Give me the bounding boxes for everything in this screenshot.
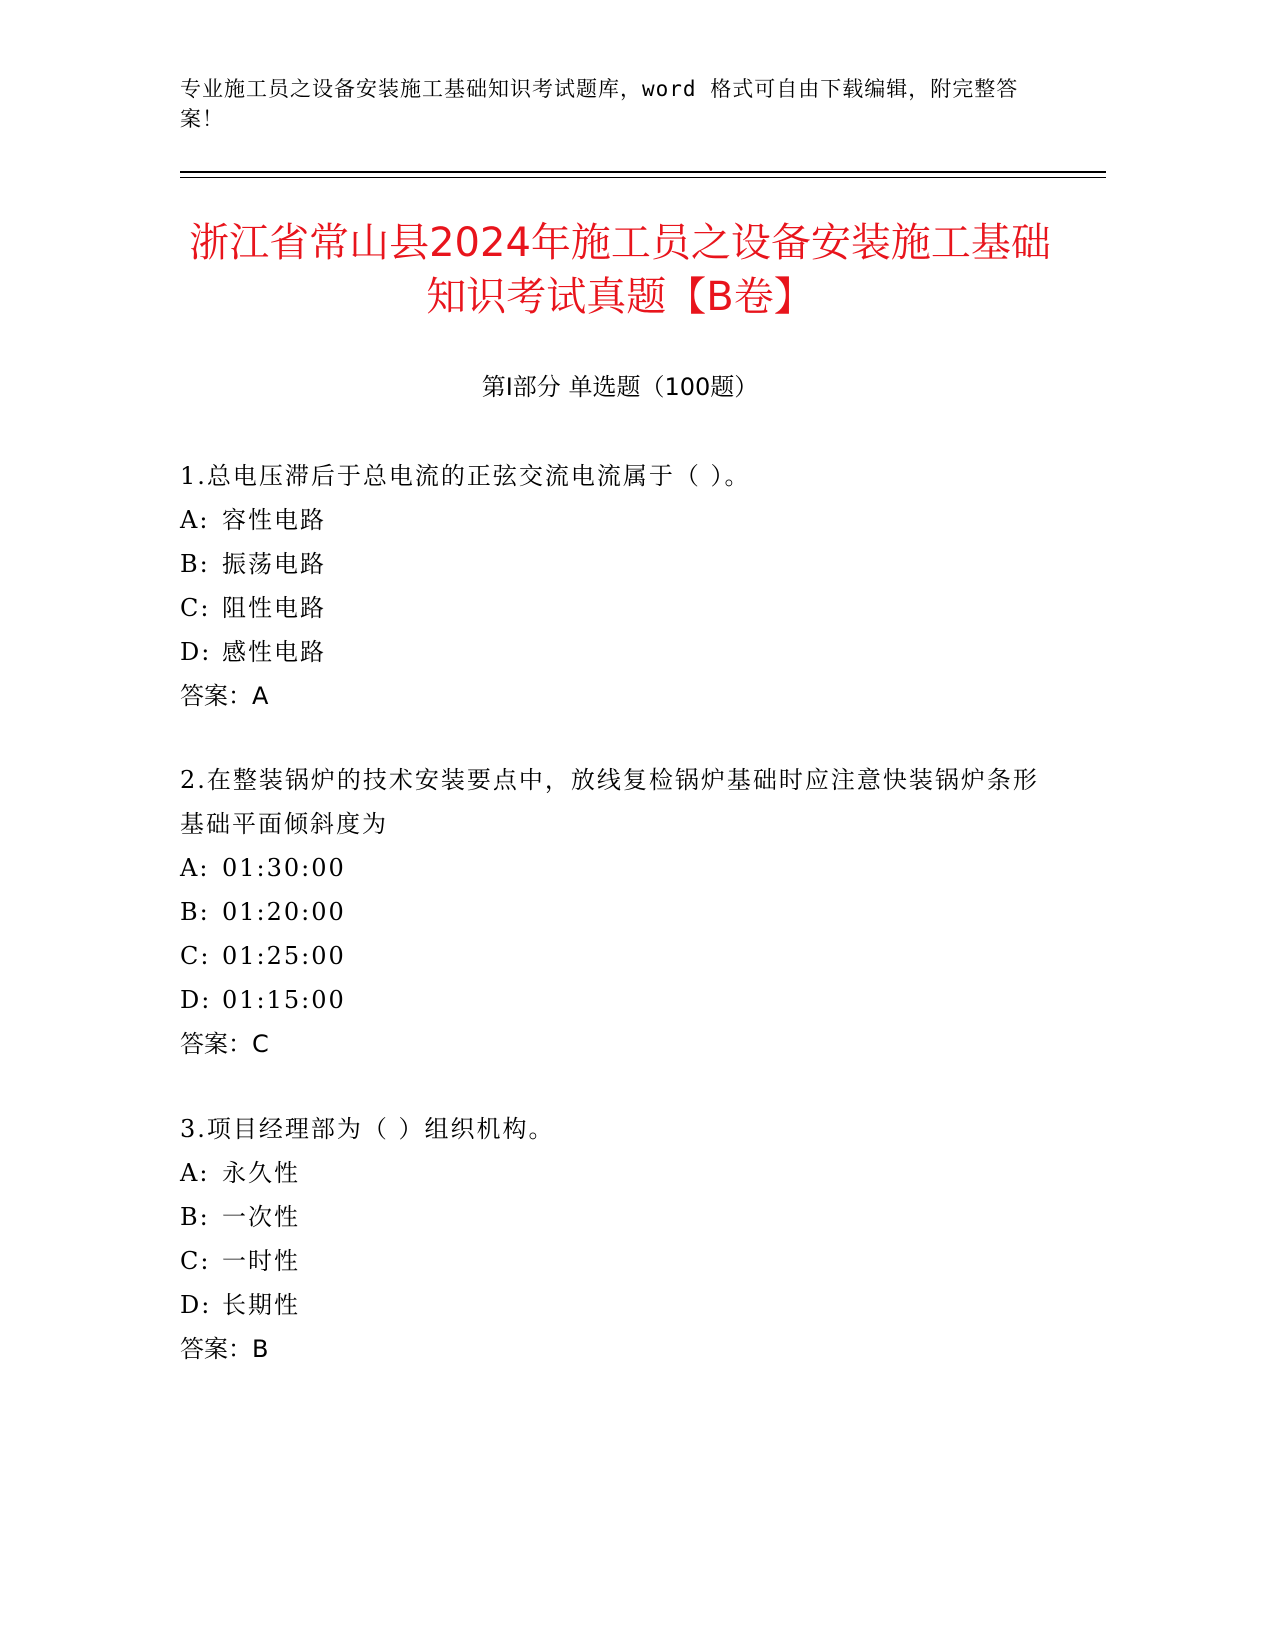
- option-d: [180, 978, 1060, 1022]
- option-key: B:: [180, 550, 210, 578]
- option-text: 一时性: [222, 1247, 300, 1275]
- header-note: 专业施工员之设备安装施工基础知识考试题库，word 格式可自由下载编辑，附完整答案！: [180, 77, 1019, 131]
- option-text: 感性电路: [222, 638, 326, 666]
- option-d: [180, 1283, 1060, 1327]
- answer: 答案：B: [180, 1335, 269, 1363]
- option-text: 01:20:00: [222, 898, 346, 926]
- option-text: 永久性: [222, 1159, 300, 1187]
- question-1: [180, 454, 1060, 718]
- option-key: D:: [180, 638, 212, 666]
- document-title: 浙江省常山县2024年施工员之设备安装施工基础知识考试真题【B卷】: [189, 220, 1051, 320]
- option-key: B:: [180, 1203, 210, 1231]
- option-b: [180, 1195, 1060, 1239]
- question-stem: 3.项目经理部为（ ）组织机构。: [180, 1115, 555, 1143]
- option-text: 长期性: [222, 1291, 300, 1319]
- option-text: 一次性: [222, 1203, 300, 1231]
- option-a: [180, 1151, 1060, 1195]
- option-text: 振荡电路: [222, 550, 326, 578]
- option-b: [180, 890, 1060, 934]
- option-text: 01:30:00: [222, 854, 346, 882]
- option-key: A:: [180, 1159, 210, 1187]
- option-key: A:: [180, 506, 210, 534]
- question-3: [180, 1107, 1060, 1371]
- option-text: 01:25:00: [222, 942, 346, 970]
- option-c: [180, 586, 1060, 630]
- option-text: 容性电路: [222, 506, 326, 534]
- option-key: A:: [180, 854, 210, 882]
- option-c: [180, 1239, 1060, 1283]
- option-key: B:: [180, 898, 210, 926]
- option-b: [180, 542, 1060, 586]
- option-key: D:: [180, 986, 212, 1014]
- header-divider: [180, 171, 1106, 173]
- question-stem: 1.总电压滞后于总电流的正弦交流电流属于（ ）。: [180, 462, 751, 490]
- option-a: [180, 846, 1060, 890]
- answer: 答案：C: [180, 1030, 269, 1058]
- option-key: C:: [180, 594, 211, 622]
- option-c: [180, 934, 1060, 978]
- option-d: [180, 630, 1060, 674]
- option-a: [180, 498, 1060, 542]
- question-2: [180, 758, 1060, 1066]
- section-heading: 第Ⅰ部分 单选题（100题）: [481, 373, 759, 401]
- option-key: C:: [180, 942, 211, 970]
- answer: 答案：A: [180, 682, 269, 710]
- header-divider-thin: [180, 177, 1106, 178]
- option-key: C:: [180, 1247, 211, 1275]
- option-text: 01:15:00: [222, 986, 346, 1014]
- question-stem: 2.在整装锅炉的技术安装要点中，放线复检锅炉基础时应注意快装锅炉条形基础平面倾斜度为: [180, 766, 1039, 838]
- option-text: 阻性电路: [222, 594, 326, 622]
- option-key: D:: [180, 1291, 212, 1319]
